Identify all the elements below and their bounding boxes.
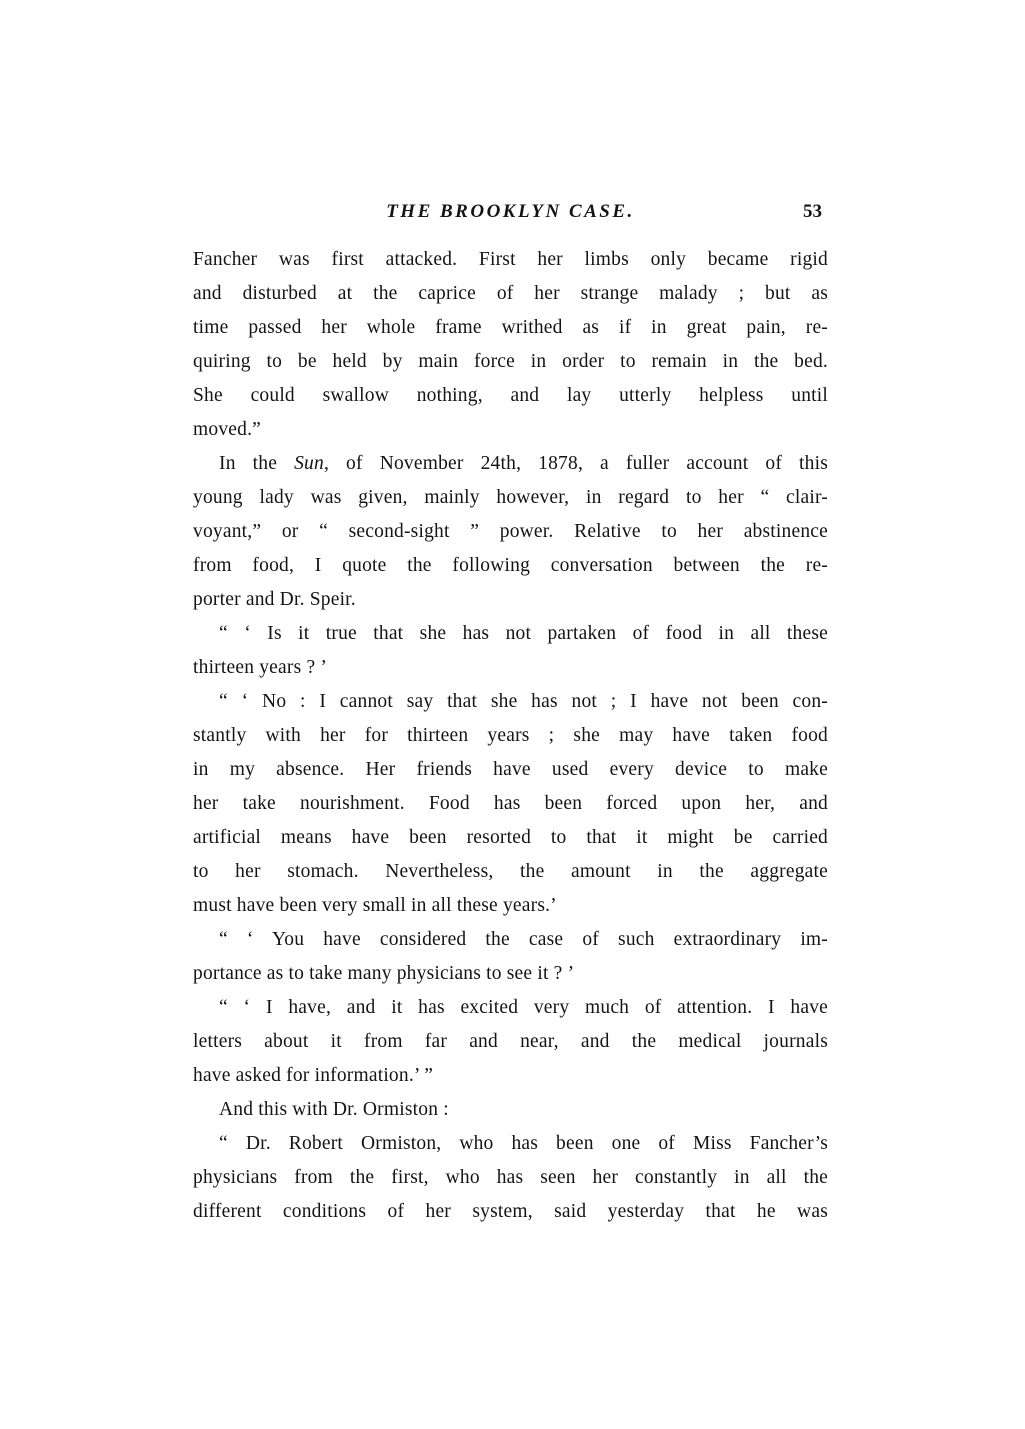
text-line: to her stomach. Nevertheless, the amount in the aggregate [193, 861, 828, 882]
text-line: voyant,” or “ second-sight ” power. Relative to her abstinence [193, 521, 828, 542]
text-line: physicians from the first, who has seen her constantly in all the [193, 1167, 828, 1188]
page-number: 53 [803, 201, 822, 222]
text-line: stantly with her for thirteen years ; she may have taken food [193, 725, 828, 746]
text-line: thirteen years ? ’ [193, 657, 328, 678]
text-line: “ ‘ I have, and it has excited very much of attention. I have [219, 997, 828, 1018]
text-line: moved.” [193, 419, 262, 440]
text-line: She could swallow nothing, and lay utterly helpless until [193, 385, 828, 406]
page-body [193, 243, 828, 1229]
text-line: artificial means have been resorted to that it might be carried [193, 827, 828, 848]
text-line: “ Dr. Robert Ormiston, who has been one of Miss Fancher’s [219, 1133, 828, 1154]
text-line: in my absence. Her friends have used every device to make [193, 759, 828, 780]
text-line: young lady was given, mainly however, in regard to her “ clair- [193, 487, 828, 508]
text-line: from food, I quote the following conversation between the re- [193, 555, 828, 576]
text-line: And this with Dr. Ormiston : [219, 1099, 449, 1120]
text-line: time passed her whole frame writhed as if in great pain, re- [193, 317, 828, 338]
text-line: In the Sun, of November 24th, 1878, a fuller account of this [219, 453, 829, 474]
text-line: and disturbed at the caprice of her strange malady ; but as [193, 283, 828, 304]
page-header-title: THE BROOKLYN CASE. [386, 201, 635, 222]
text-line: porter and Dr. Speir. [193, 589, 356, 610]
text-line: portance as to take many physicians to see it ? ’ [193, 963, 575, 984]
text-line: letters about it from far and near, and the medical journals [193, 1031, 828, 1052]
text-line: Fancher was first attacked. First her limbs only became rigid [193, 249, 828, 270]
text-line: “ ‘ Is it true that she has not partaken of food in all these [219, 623, 828, 644]
text-line: “ ‘ No : I cannot say that she has not ; I have not been con- [219, 691, 828, 712]
text-line: have asked for information.’ ” [193, 1065, 434, 1086]
text-line: different conditions of her system, said yesterday that he was [193, 1201, 828, 1222]
text-line: “ ‘ You have considered the case of such extraordinary im- [219, 929, 828, 950]
running-header [193, 196, 828, 228]
text-line: must have been very small in all these years.’ [193, 895, 557, 916]
text-line: quiring to be held by main force in order to remain in the bed. [193, 351, 828, 372]
text-line: her take nourishment. Food has been forced upon her, and [193, 793, 828, 814]
